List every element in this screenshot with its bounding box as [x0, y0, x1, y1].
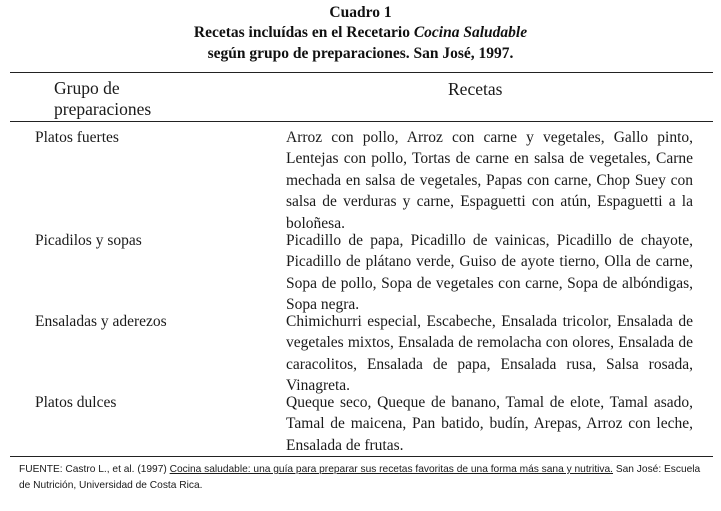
source-suffix: San José: Escuela de Nutrición, Universidad de Costa Rica.	[19, 464, 701, 491]
row-group-label: Platos fuertes	[35, 129, 119, 146]
table-bottom-rule	[10, 456, 713, 457]
caption-book-title: Cocina Saludable	[413, 24, 528, 41]
column-header-group: Grupo de preparaciones	[54, 78, 152, 119]
table-header-rule	[10, 121, 713, 122]
row-recipes-list: Arroz con pollo, Arroz con carne y vegetales, Gallo pinto, Lentejas con pollo, Tortas de carne en salsa de vegetales, Carne mechada en salsa de vegetales, Papas con carne, Chop Suey con salsa de verduras y carne, Espaguetti con atún, Espaguetti a la boloñesa.	[286, 129, 693, 232]
caption-number: Cuadro 1	[329, 4, 392, 21]
caption-title	[0, 23, 721, 42]
row-recipes-list: Queque seco, Queque de banano, Tamal de elote, Tamal asado, Tamal de maicena, Pan batido, budín, Arepas, Arroz con leche, Ensalada de frutas.	[286, 394, 693, 454]
source-book-title: Cocina saludable: una guía para preparar sus recetas favoritas de una forma más sana y nutritiva.	[169, 464, 614, 475]
row-group-label: Picadilos y sopas	[35, 232, 142, 249]
caption-title-prefix: Recetas incluídas en el Recetario	[193, 24, 414, 41]
source-note	[19, 462, 709, 494]
column-header-recipes: Recetas	[448, 79, 503, 99]
row-group-label: Platos dulces	[35, 394, 117, 411]
caption-subtitle: según grupo de preparaciones. San José, 1997.	[207, 45, 514, 62]
table-top-rule	[10, 72, 713, 73]
row-recipes-list: Picadillo de papa, Picadillo de vainicas, Picadillo de chayote, Picadillo de plátano verde, Guiso de ayote tierno, Olla de carne, Sopa de pollo, Sopa de vegetales con carne, Sopa de albóndigas, Sopa negra.	[286, 232, 693, 314]
source-prefix: FUENTE: Castro L., et al. (1997)	[19, 464, 170, 475]
row-group-label: Ensaladas y aderezos	[35, 313, 167, 330]
row-recipes-list: Chimichurri especial, Escabeche, Ensalada tricolor, Ensalada de vegetales mixtos, Ensalada de remolacha con olores, Ensalada de caracolitos, Ensalada de papa, Ensalada rusa, Salsa rosada, Vinagreta.	[286, 313, 693, 395]
